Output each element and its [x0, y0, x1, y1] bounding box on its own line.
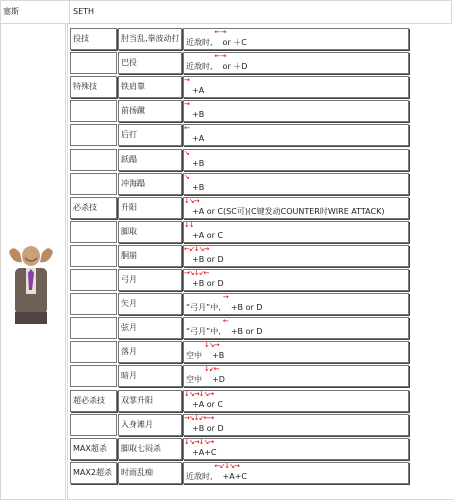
direction-arrows-icon: ↓↘→	[204, 341, 219, 350]
move-category	[70, 124, 117, 146]
move-command	[183, 269, 409, 291]
command-input	[186, 150, 204, 170]
command-buttons: +A+C	[222, 471, 248, 481]
move-name: 巴投	[118, 52, 182, 74]
command-buttons: or ＋C	[222, 38, 247, 47]
command-buttons: +D	[212, 375, 225, 385]
move-command	[183, 76, 409, 98]
move-name: 肘当乱,拳波动打	[118, 28, 182, 50]
character-name-en: SETH	[73, 7, 95, 16]
header-row	[0, 0, 452, 24]
move-command	[183, 414, 409, 436]
command-input	[186, 439, 216, 459]
move-name: 暗月	[118, 365, 182, 387]
command-input	[186, 246, 224, 266]
character-name-zh: 塞斯	[1, 1, 70, 23]
move-name: 脚取	[118, 221, 182, 243]
move-name: 弦月	[118, 317, 182, 339]
command-buttons: +A or C	[192, 230, 224, 240]
direction-arrows-icon: ↘	[184, 172, 189, 181]
direction-arrows-icon: →	[184, 76, 189, 85]
command-input	[186, 101, 204, 121]
command-buttons: +B or D	[192, 279, 224, 288]
command-input	[186, 270, 224, 290]
move-category: 特殊技	[70, 76, 117, 98]
move-category: 超必杀技	[70, 390, 117, 412]
move-command	[183, 124, 409, 146]
direction-arrows-icon: ↓↘→↓↘→	[184, 437, 214, 446]
move-command	[183, 293, 409, 315]
move-category	[70, 245, 117, 267]
move-category	[70, 221, 117, 243]
move-category	[70, 173, 117, 195]
command-input	[213, 463, 247, 483]
move-command	[183, 28, 409, 50]
move-category	[70, 100, 117, 122]
move-category	[70, 269, 117, 291]
move-name: 矢月	[118, 293, 182, 315]
portrait-column	[0, 24, 66, 500]
command-buttons: +B	[192, 110, 205, 120]
command-buttons: +A or C	[192, 399, 224, 409]
move-category: MAX2超杀	[70, 462, 117, 484]
command-input	[213, 29, 247, 49]
direction-arrows-icon: ← →	[214, 28, 226, 36]
command-prefix: 近敌时,	[186, 38, 213, 47]
move-category	[70, 341, 117, 363]
move-name: 入身滩月	[118, 414, 182, 436]
command-input	[213, 53, 248, 73]
move-command	[183, 197, 409, 219]
command-input	[221, 294, 263, 314]
move-list	[67, 24, 454, 500]
direction-arrows-icon: ↘	[184, 148, 189, 157]
move-category	[70, 365, 117, 387]
move-command	[183, 221, 409, 243]
command-buttons: +A	[192, 134, 205, 144]
command-buttons: +B or D	[230, 327, 263, 337]
direction-arrows-icon: →↘↓↙←	[184, 269, 209, 277]
move-category	[70, 414, 117, 436]
direction-arrows-icon: ←	[184, 124, 189, 133]
command-input	[186, 198, 384, 218]
move-name: 双掌升阳	[118, 390, 182, 412]
move-name: 胴崩	[118, 245, 182, 267]
direction-arrows-icon: ←↙↓↘→	[214, 461, 239, 470]
command-buttons: +A or C(SC可)(C键发动COUNTER时WIRE ATTACK)	[192, 206, 385, 216]
move-command	[183, 341, 409, 363]
move-command	[183, 462, 409, 484]
command-input	[221, 318, 263, 338]
direction-arrows-icon: ← →	[214, 52, 226, 61]
move-command	[183, 365, 409, 387]
command-input	[186, 415, 224, 435]
command-input	[186, 77, 204, 97]
move-name: 脚取七闷杀	[118, 438, 182, 460]
direction-arrows-icon: ↓↙←	[204, 365, 219, 374]
command-input	[186, 174, 204, 194]
move-category	[70, 317, 117, 339]
move-category	[70, 52, 117, 74]
command-buttons: +A+C	[192, 447, 217, 457]
move-category: 投技	[70, 28, 117, 50]
move-command	[183, 52, 409, 74]
command-input	[186, 125, 204, 145]
command-prefix: 近敌时,	[186, 62, 213, 72]
command-prefix: “弓月”中,	[186, 327, 221, 337]
command-buttons: +B	[192, 182, 205, 192]
command-prefix: “弓月”中,	[186, 303, 221, 313]
move-command	[183, 173, 409, 195]
move-name: 铁肩靠	[118, 76, 182, 98]
direction-arrows-icon: ←	[222, 317, 228, 326]
command-buttons: +B or D	[230, 303, 263, 313]
direction-arrows-icon: ↓↘→↓↘→	[184, 389, 214, 398]
move-name: 弓月	[118, 269, 182, 291]
command-buttons: +B or D	[192, 423, 224, 433]
move-category: 必杀技	[70, 197, 117, 219]
command-input	[202, 366, 225, 386]
command-buttons: +A	[192, 86, 205, 96]
command-buttons: +B	[212, 351, 225, 361]
command-input	[186, 391, 223, 411]
move-name: 跃蹋	[118, 149, 182, 171]
move-category: MAX超杀	[70, 438, 117, 460]
move-name: 冲海蹋	[118, 173, 182, 195]
command-buttons: +B	[192, 158, 205, 168]
move-command	[183, 149, 409, 171]
direction-arrows-icon: ↓↓	[184, 220, 194, 229]
direction-arrows-icon: →↘↓↙←→	[184, 413, 214, 422]
command-prefix: 空中	[186, 351, 202, 361]
move-command	[183, 390, 409, 412]
move-command	[183, 245, 409, 267]
direction-arrows-icon: ←↙↓↘→	[184, 244, 209, 253]
command-buttons: +B or D	[192, 254, 224, 264]
move-name: 时雨乱痴	[118, 462, 182, 484]
move-category	[70, 149, 117, 171]
direction-arrows-icon: ↓↘→	[184, 196, 199, 205]
command-prefix: 空中	[186, 375, 202, 385]
direction-arrows-icon: →	[222, 293, 228, 302]
move-command	[183, 317, 409, 339]
move-name: 落月	[118, 341, 182, 363]
move-command	[183, 438, 409, 460]
move-command	[183, 100, 409, 122]
move-name: 前扬蹴	[118, 100, 182, 122]
command-prefix: 近敌时,	[186, 471, 213, 481]
move-name: 升阳	[118, 197, 182, 219]
move-category	[70, 293, 117, 315]
command-input	[186, 222, 223, 242]
move-name: 后打	[118, 124, 182, 146]
seth-portrait-icon	[5, 242, 57, 324]
command-buttons: or ＋D	[222, 62, 248, 72]
command-input	[202, 342, 224, 362]
direction-arrows-icon: →	[184, 100, 189, 109]
